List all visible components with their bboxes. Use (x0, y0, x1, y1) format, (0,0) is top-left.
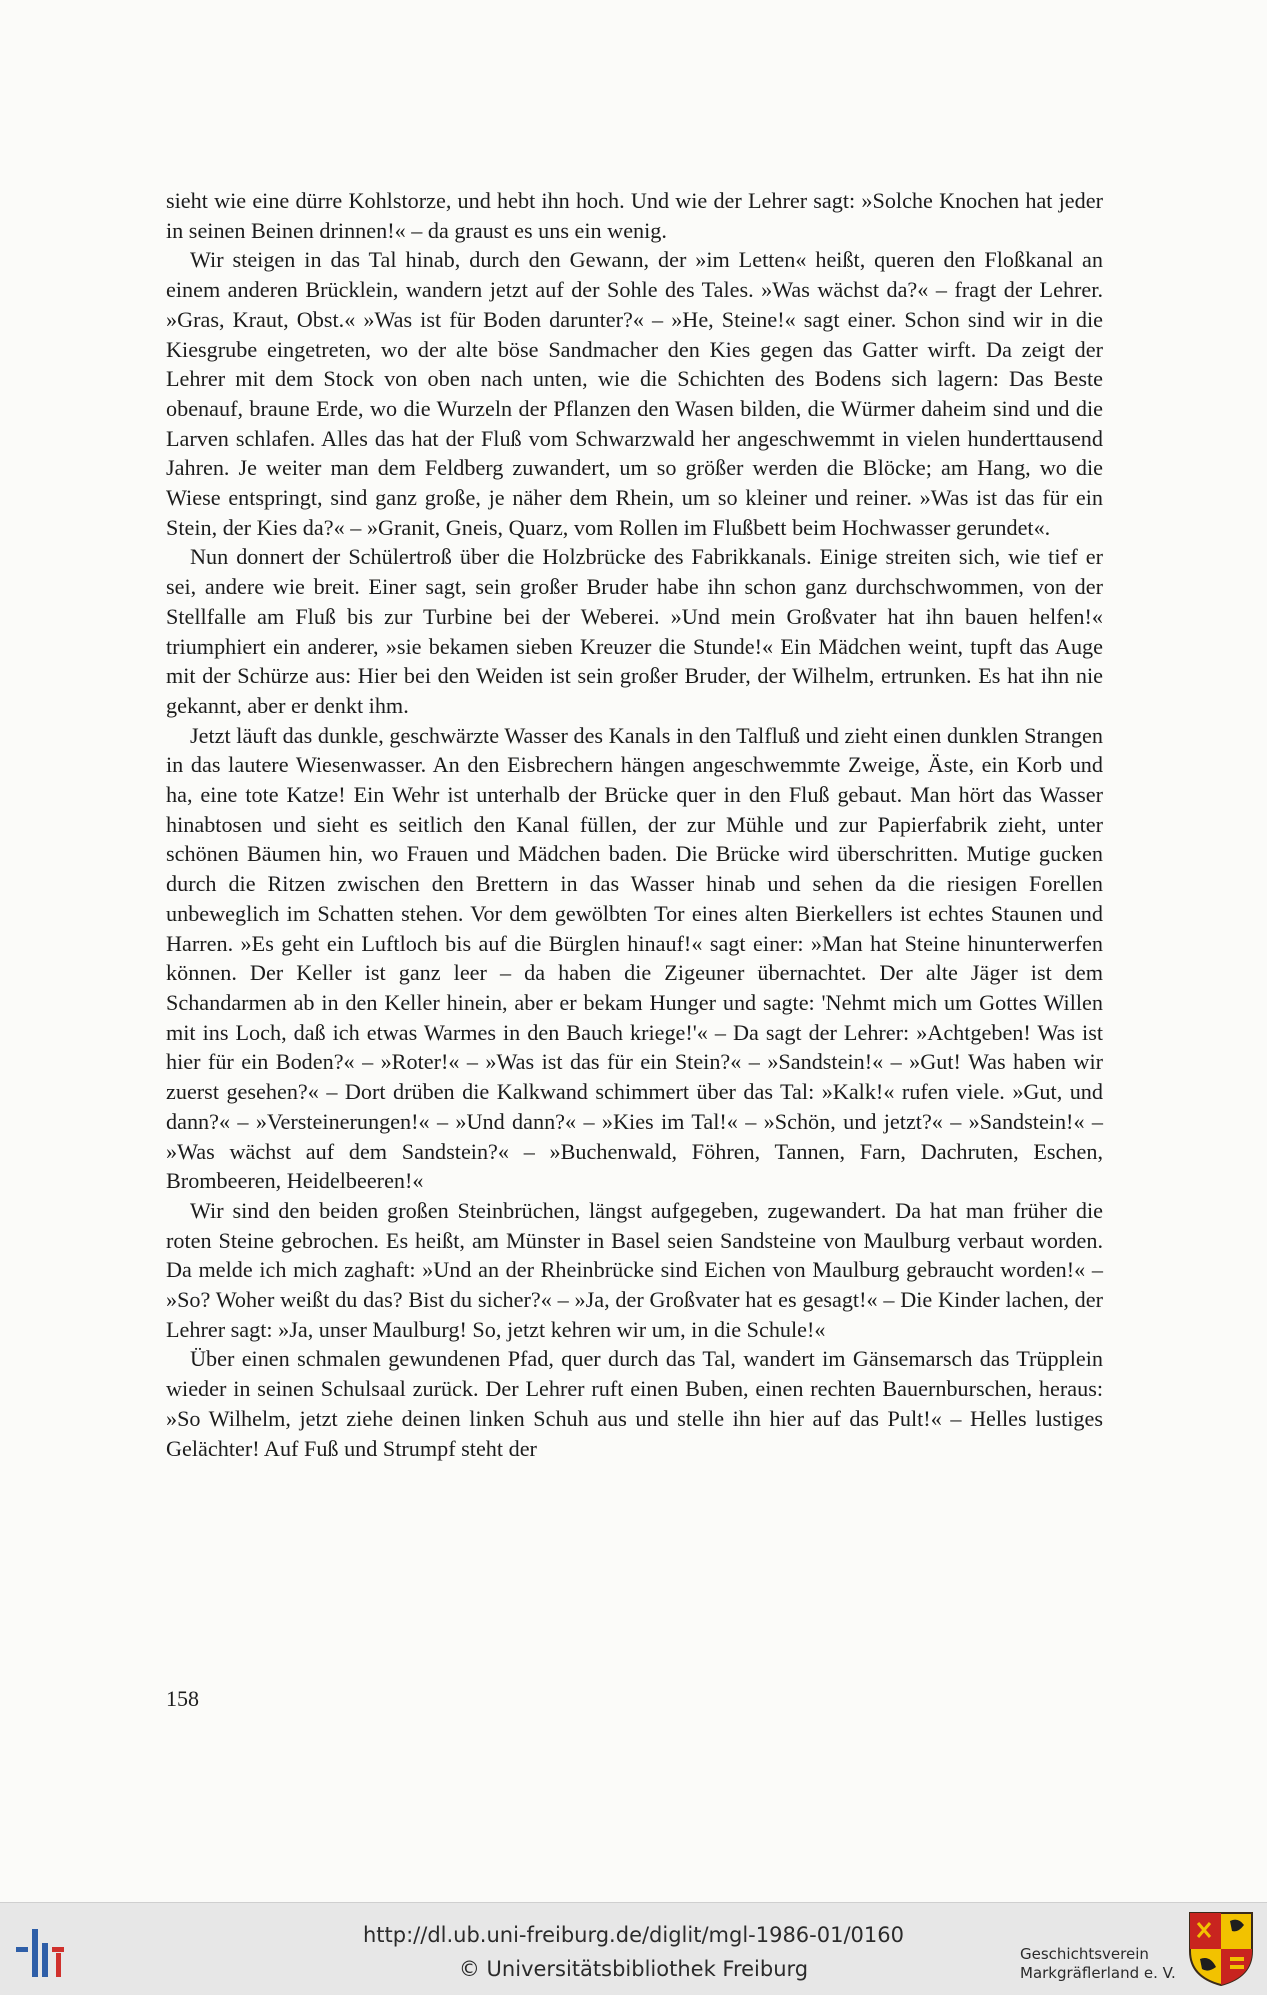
paragraph: Über einen schmalen gewundenen Pfad, quer durch das Tal, wandert im Gänsemarsch das Trüpplein wieder in seinen Schulsaal zurück. Der Lehrer ruft einen Buben, einen rechten Bauernburschen, heraus: »So Wilhelm, jetzt ziehe deinen linken Schuh aus und stelle ihn hier auf das Pult!« – Helles lustiges Gelächter! Auf Fuß und Strumpf steht der (166, 1346, 1103, 1461)
footer-bar (0, 1902, 1267, 1995)
footer-copyright: © Universitätsbibliothek Freiburg (458, 1957, 809, 1981)
body-text (166, 186, 1103, 1463)
society-line-2: Markgräflerland e. V. (1020, 1964, 1176, 1982)
paragraph: Nun donnert der Schülertroß über die Holzbrücke des Fabrikkanals. Einige streiten sich, wie tief er sei, andere wie breit. Einer sagt, sein großer Bruder habe ihn schon ganz durchschwommen, von der Stellfalle am Fluß bis zur Turbine bei der Weberei. »Und mein Großvater hat ihn bauen helfen!« triumphiert ein anderer, »sie bekamen sieben Kreuzer die Stunde!« Ein Mädchen weint, tupft das Auge mit der Schürze aus: Hier bei den Weiden ist sein großer Bruder, der Wilhelm, ertrunken. Es hat ihn nie gekannt, aber er denkt ihm. (166, 544, 1103, 718)
page-number: 158 (166, 1686, 199, 1711)
society-line-1: Geschichtsverein (1020, 1945, 1149, 1963)
paragraph: sieht wie eine dürre Kohlstorze, und hebt ihn hoch. Und wie der Lehrer sagt: »Solche Knochen hat jeder in seinen Beinen drinnen!« – da graust es uns ein wenig. (166, 188, 1103, 243)
paragraph: Jetzt läuft das dunkle, geschwärzte Wasser des Kanals in den Talfluß und zieht einen dunklen Strangen in das lautere Wiesenwasser. An den Eisbrechern hängen angeschwemmte Zweige, Äste, ein Korb und ha, eine tote Katze! Ein Wehr ist unterhalb der Brücke quer in den Fluß gebaut. Man hört das Wasser hinabtosen und sieht es seitlich den Kanal füllen, der zur Mühle und zur Papierfabrik zieht, unter schönen Bäumen hin, wo Frauen und Mädchen baden. Die Brücke wird überschritten. Mutige gucken durch die Ritzen zwischen den Brettern in das Wasser hinab und sehen da die riesigen Forellen unbeweglich im Schatten stehen. Vor dem gewölbten Tor eines alten Bierkellers ist echtes Staunen und Harren. »Es geht ein Luftloch bis auf die Bürglen hinauf!« sagt einer: »Man hat Steine hinunterwerfen können. Der Keller ist ganz leer – da haben die Zigeuner übernachtet. Der alte Jäger ist dem Schandarmen ab in den Keller hinein, aber er bekam Hunger und sagte: 'Nehmt mich um Gottes Willen mit ins Loch, daß ich etwas Warmes in den Bauch kriege!'« – Da sagt der Lehrer: »Achtgeben! Was ist hier für ein Boden?« – »Roter!« – »Was ist das für ein Stein?« – »Sandstein!« – »Gut! Was haben wir zuerst gesehen?« – Dort drüben die Kalkwand schimmert über das Tal: »Kalk!« rufen viele. »Gut, und dann?« – »Versteinerungen!« – »Und dann?« – »Kies im Tal!« – »Schön, und jetzt?« – »Sandstein!« – »Was wächst auf dem Sandstein?« – »Buchenwald, Föhren, Tannen, Farn, Dachruten, Eschen, Brombeeren, Heidelbeeren!« (166, 722, 1103, 1194)
coat-of-arms-icon (1188, 1911, 1254, 1987)
paragraph: Wir sind den beiden großen Steinbrüchen, längst aufgegeben, zugewandert. Da hat man früher die roten Steine gebrochen. Es heißt, am Münster in Basel seien Sandsteine von Maulburg verbaut worden. Da melde ich mich zaghaft: »Und an der Rheinbrücke sind Eichen von Maulburg gebraucht worden!« – »So? Woher weißt du das? Bist du sicher?« – »Ja, der Großvater hat es gesagt!« – Die Kinder lachen, der Lehrer sagt: »Ja, unser Maulburg! So, jetzt kehren wir um, in die Schule!« (166, 1197, 1103, 1342)
paragraph: Wir steigen in das Tal hinab, durch den Gewann, der »im Letten« heißt, queren den Floßkanal an einem anderen Brücklein, wandern jetzt auf der Sohle des Tales. »Was wächst da?« – fragt der Lehrer. »Gras, Kraut, Obst.« »Was ist für Boden darunter?« – »He, Steine!« sagt einer. Schon sind wir in die Kiesgrube eingetreten, wo der alte böse Sandmacher den Kies gegen das Gatter wirft. Da zeigt der Lehrer mit dem Stock von oben nach unten, wie die Schichten des Bodens sich lagern: Das Beste obenauf, braune Erde, wo die Wurzeln der Pflanzen den Wasen bilden, die Würmer daheim sind und die Larven schlafen. Alles das hat der Fluß vom Schwarzwald her angeschwemmt in vielen hunderttausend Jahren. Je weiter man dem Feldberg zuwandert, um so größer werden die Blöcke; am Hang, wo die Wiese entspringt, sind ganz große, je näher dem Rhein, um so kleiner und reiner. »Was ist das für ein Stein, der Kies da?« – »Granit, Gneis, Quarz, vom Rollen im Flußbett beim Hochwasser gerundet«. (166, 247, 1103, 540)
footer-url-link[interactable]: http://dl.ub.uni-freiburg.de/diglit/mgl-1986-01/0160 (362, 1923, 904, 1947)
society-name (1020, 1945, 1190, 1983)
